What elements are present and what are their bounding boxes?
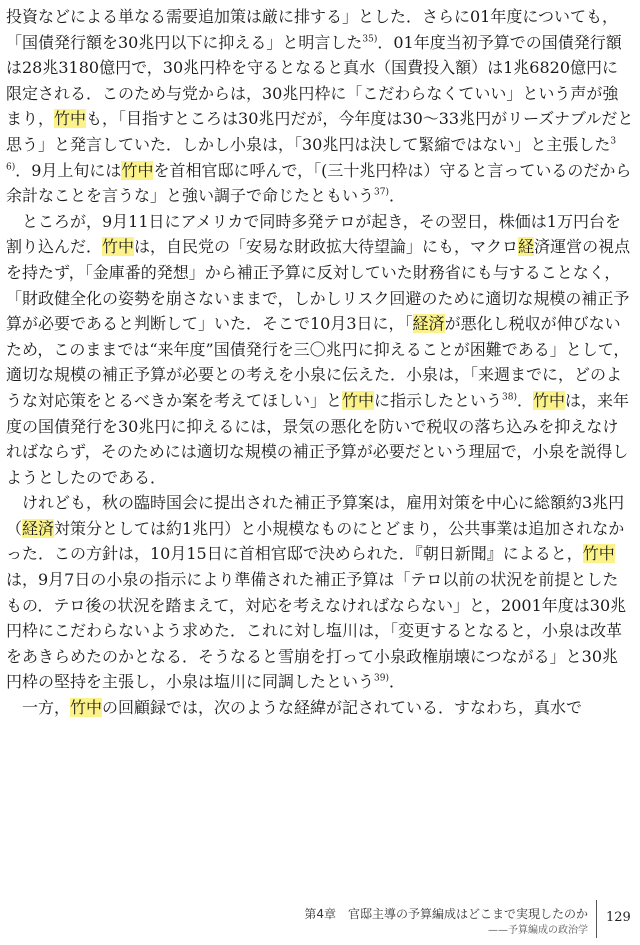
text-run: は，自民党の「安易な財政拡大待望論」にも，マクロ (134, 237, 519, 257)
highlighted-text: 経済 (412, 314, 445, 334)
text-run: ところが，9月11日にアメリカで同時多発テロが起き，その翌日，株価は1万円台を割り込んだ． (6, 211, 621, 257)
chapter-subtitle: ——予算編成の政治学 (488, 925, 588, 936)
footnote-ref: 35) (362, 34, 378, 45)
page-footer (0, 890, 640, 940)
text-run: が悪化し税収が伸びないため，このままでは“来年度”国債発行を三〇兆円に抑えることが困難である」として，適切な規模の補正予算が必要との考えを小泉に伝えた．小泉は，「来週までに，どのような対応策をとるべきか案を考えてほしい」と (6, 314, 630, 410)
footnote-ref: 36) (6, 136, 617, 173)
text-run: けれども，秋の臨時国会に提出された補正予算案は，雇用対策を中心に総額約3兆円（ (6, 493, 625, 538)
paragraph (6, 490, 634, 695)
highlighted-text: 竹中 (54, 109, 87, 129)
highlighted-text: 竹中 (342, 390, 375, 410)
text-run: 一方， (22, 698, 71, 718)
paragraph (6, 4, 634, 209)
page-number: 129 (606, 910, 631, 925)
footer-divider (596, 900, 597, 938)
text-run: 済運営の視点を持たず，「金庫番的発想」から補正予算に反対していた財務省にも与することなく，「財政健全化の姿勢を崩さないままで，しかしリスク回避のために適切な規模の補正予算が必要であると判断して」いた．そこで10月3日に，「 (6, 237, 631, 334)
footnote-ref: 38) (502, 392, 518, 403)
highlighted-text: 竹中 (121, 160, 154, 180)
highlighted-text: 竹中 (102, 237, 135, 257)
highlighted-text: 竹中 (70, 698, 103, 718)
text-run: は，来年度の国債発行を30兆円に抑えるには，景気の悪化を防いで税収の落ち込みを抑えなければならず，そのためには適切な規模の補正予算が必要だという理屈で，小泉を説得しようとしたのである． (6, 390, 630, 487)
text-run: ． (388, 186, 405, 206)
text-run: に指示したという (374, 390, 503, 410)
text-run: ．9月上旬には (15, 160, 122, 180)
body-text (6, 4, 634, 721)
text-run: ． (517, 390, 534, 410)
text-run: の回顧録では，次のような経緯が記されている．すなわち，真水で (102, 698, 583, 718)
highlighted-text: 竹中 (582, 544, 615, 564)
text-run: を首相官邸に呼んで，「(三十兆円枠は）守ると言っているのだから余計なことを言うな」と強い調子で命じたともいう (6, 160, 632, 206)
highlighted-text: 経 (518, 237, 535, 257)
text-run: ． (388, 672, 405, 692)
text-run: 投資などによる単なる需要追加策は厳に排する」とした．さらに01年度についても，「国債発行額を30兆円以下に抑える」と明言した (6, 7, 619, 52)
text-run: ．01年度当初予算での国債発行額は28兆3180億円で，30兆円枠を守るとなると真水（国費投入額）は1兆6820億円に限定される．このため与党からは，30兆円枠に「こだわらなくていい」という声が強まり， (6, 32, 622, 129)
paragraph (6, 695, 634, 721)
paragraph (6, 209, 634, 491)
chapter-title: 第4章 官邸主導の予算編成はどこまで実現したのか (304, 907, 588, 921)
highlighted-text: 経済 (22, 518, 55, 538)
text-run: も，「目指すところは30兆円だが，今年度は30～33兆円がリーズナブルだと思う」と発言していた．しかし小泉は，「30兆円は決して緊縮ではない」と主張した (6, 109, 634, 154)
highlighted-text: 竹中 (533, 390, 566, 410)
footnote-ref: 37) (374, 187, 389, 198)
footnote-ref: 39) (374, 674, 389, 685)
text-run: は，9月7日の小泉の指示により準備された補正予算は「テロ以前の状況を前提としたもの．テロ後の状況を踏まえて，対応を考えなければならない」と，2001年度は30兆円枠にこだわらないよう求めた．これに対し塩川は，「変更するとなると，小泉は改革をあきらめたのかとなる．そうなると雪崩を打って小泉政権崩壊につながる」と30兆円枠の堅持を主張し，小泉は塩川に同調したという (6, 570, 627, 692)
text-run: 対策分としては約1兆円）と小規模なものにとどまり，公共事業は追加されなかった．この方針は，10月15日に首相官邸で決められた．『朝日新聞』によると， (6, 518, 625, 564)
